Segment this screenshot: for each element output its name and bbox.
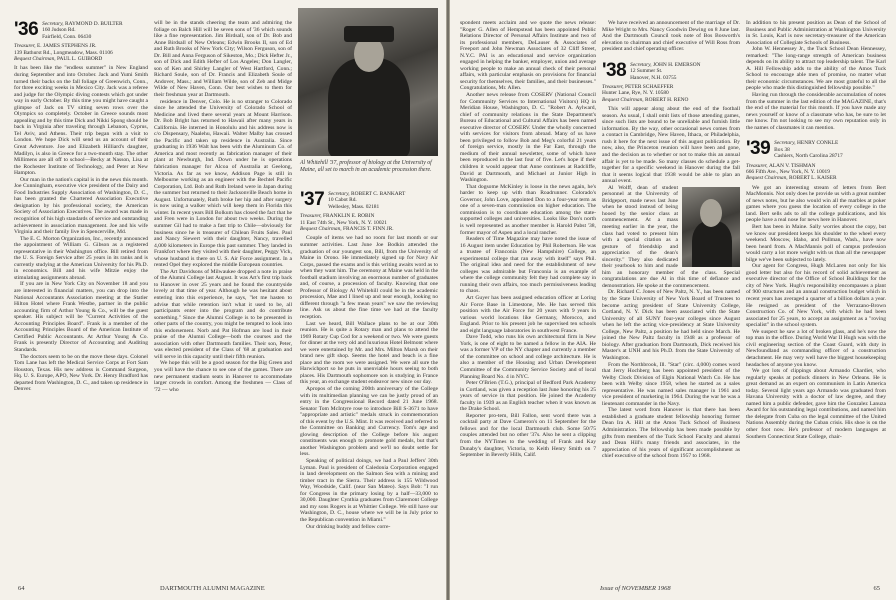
agent-label: Bequest Chairman, (300, 226, 342, 233)
address-line-1: Box 38 (774, 146, 790, 153)
class-year: '38 (602, 59, 627, 81)
paragraph: The Art Davidsons of Milwaukee dropped a note in praise of the Alumni College last August. It was Art's first trip back to Hanover in over 25 years and he found the countryside lovely at that time of year. Although he was hesitant about entering into this experience, he says, "let me hasten to advise that while retention isn't what it used to be, all participants enter into the program and do contribute something." Since the Alumni College is to be presented in other parts of the country, you might be tempted to look into this endorsement. Norb and Pat Hofman are loud in their praise of the Alumni College—both the courses and the association with other Dartmouth families. Their son, Peter, was elected president of the Class of '68 at graduation and will serve in this capacity until their fifth reunion. (154, 268, 292, 360)
paragraph: Last we heard, Bill Wallace plans to be at our 30th reunion. He is quite a Rotary man and plans to attend the 1969 Rotary Cup Cod for a weekend or two. We were guests for dinner at the very old and luxurious Hotel Belmont where we were entertained by Mr. and Mrs. Milton Marsh on their brand new gift shop. Seems the hotel and beach is a fine place and the room we were assigned. We were all sure the Harwichport so he puts in unenviable hours seeing to both places. His Dartmouth sophomore son is studying in France this year, an exchange student endeavor new since our day. (300, 320, 438, 386)
secretary-name: JOHN H. EMERSON (653, 61, 701, 68)
treasurer-label: Treasurer, (602, 83, 624, 90)
paragraph: residence in Denver, Colo. He is no stranger to Colorado since he attended the University of Colorado School of Medicine and lived there several years at Mount Harrison. Dr. Bob Bright has returned to Hawaii after many years in California. He interned in Honolulu and his address now is c/o Dispensary, Naalehu, Hawaii. Walter Malby has crossed the Pacific and taken up residence in Australia. Since graduating in 1936 Walt has been with the Aluminum Co. of America and most recently as fabrication manager of their plant at Newburgh, Ind. Down under he is operations fabrication manager for Alcoa of Australia at Geelong, Victoria. As far as we know, Addison Page is still in Melbourne working as an engineer with the Bechtel Pacific Corporation, Ltd. Bob and Ruth Ireland were in Japan during the summer but returned to their Jacksonville Beach home in August. Unfortunately, Ruth broke her hip and after surgery is now using a walker which will keep them in Florida this winter. In recent years Bill Bolkum has closed the fact that he and Fren were in London for about two weeks. During the summer Gil had to make a fast trip to Chile—obviously for business since he is treasurer of Chilean Fruits Sales. Paul and Nancy Siewert with their daughter, Nancy, travelled 4,000 kilometers in Europe this past summer. They landed in Frankfort where they visited with their daughter, Peggy Vick, whose husband is there on U. S. Air Force assignment. In a rented Opel they explored the middle European countries. (154, 98, 292, 269)
treasurer-name: FRANKLIN E. ROBIN (322, 213, 375, 220)
paragraph: Peter O'Brien (T.G.), principal of Bedford Park Academy in Cortland, was given a reception last June honoring his 25 years of service in that position. He joined the Academy faculty in 1939 as an English teacher when it was known as the Drake School. (460, 380, 596, 413)
paragraph: In addition to his present position as Dean of the School of Business and Public Administration at Washington University in St. Louis, Karl is now secretary-treasurer of the American Association of Collegiate Schools of Business. (746, 20, 886, 46)
paragraph: Our drinking buddy and fellow corre- (306, 523, 391, 530)
secretary-name: HENRY CONKLE (797, 140, 839, 147)
agent-name: ROBERT L. KAISER (788, 175, 837, 182)
address-line-2: Hanover, N.H. 03755 (630, 74, 677, 81)
address-line-2: Fairfield, Conn. 06430 (42, 33, 92, 40)
paragraph: Dr. Richard C. Jones of New Paltz, N. Y., has been named by the State University of New York Board of Trustees to become acting president of State University College, Cortland, N. Y. Dick has been associated with the State University of all SUNY four-year colleges since August when he left the acting vice-presidency at State University College, New Paltz, a position he had held since March. He joined the New Paltz faculty in 1948 as a professor of biology. After graduation from Dartmouth, Dick received his Master's at UNH and his Ph.D. from the State University of Washington. (602, 289, 740, 361)
class-38-officers (602, 84, 740, 103)
secretary-name: ROBERT C. BANKART (351, 191, 406, 197)
paragraph: Speaking of political doings, we had a Paul Jeffers' 30th Lyman. Paul is president of Caledonia Corporation engaged in land development on the Salmon Sea with a mining and timber tract in the Sierra. Their address is 155 Wildwood Way, Woodside, Calif. (near San Mateo). Says Bob: "I run for Congress in the primary losing by a half—33,000 to 30,000. Daughter Cynthia graduates from Claremont College and my sons Rogers is at Whittier College. We still have our Washington, D. C., house where we will be in July prior to the Republican convention in Miami." (300, 458, 438, 523)
class-39-officers (746, 163, 886, 182)
right-column-2 (602, 20, 740, 580)
treasurer-name: ALAN V. TISHMAN (768, 162, 816, 169)
paragraph: Readers of Time Magazine may have noted the issue of 16 August item under Education by Phil Robertson. He was a trustee of Franconia (New Hampshire) College, an experimental college that ran away with itself" says Phil. The original idea and need for the establishment of new colleges was admirable but Franconia is an example of where the college community felt they had complete say in running their own affairs, too much permissiveness leading to chaos. (460, 236, 596, 295)
paragraph: From the Northbrook, Ill. "Star" (circ. 4,000) comes word that Jerry Hochberg has been appointed president of the Welby Clock Division of Elgin National Watch Co. He has been with Welby since 1958, when he started as a sales representative. He was named sales manager in 1961 and vice president of marketing in 1964. During the war he was a lieutenant commander in the Navy. (602, 361, 740, 407)
right-page (450, 0, 896, 600)
treasurer-address: Hunter Lane, Rye, N. Y. 10580 (602, 90, 669, 97)
paragraph: We suspect he saw a lot of broken glass, and he's now the top man in the office. During World War II Hugh was with the civil engineering section of the Coast Guard, with duty in Newfoundland as commanding officer of a construction detachment. He may very well have the biggest housekeeping headaches of anyone you know. (746, 328, 886, 368)
treasurer-label: Treasurer, (746, 162, 768, 169)
address-line-2: Wellesley, Mass. 02181 (328, 203, 380, 210)
agent-label: Bequest Chairman, (602, 96, 644, 103)
treasurer-name: E. JAMES STEPHENS JR. (36, 43, 97, 50)
paragraph: We hope this will be a good season for the Big Green and you will have the chance to see one of the games. There are new permanent stadium seats in Hanover to accommodate larger crowds in comfort. Among the freshmen — Class of '72 — who (154, 360, 292, 393)
portrait-shoulders (692, 221, 732, 267)
paragraph: This will appear along about the end of the football season. As usual, I shall omit lists of those attending games, since such lists are bound to be unreliable and furnish little information. By the way, other occasional news comes from a contact in Cambridge, New Haven, Ithaca, or Philadelphia, rush it here for the next issue of this august publication. By now, also, the Princeton reunion will have been and gone, and the decision as to whether or not to make this an annual affair is yet to be made. So many classes do schedule a get-together for a specific weekend in Hanover during the fall that it seems logical that 1938 would be able to plan an annual event. (602, 106, 740, 185)
secretary-name: RAYMOND D. BUILTER (65, 21, 123, 27)
secretary-label: Secretary, (328, 191, 350, 197)
paragraph: The E. C. Morton Organization, Inc., recently announced the appointment of William G. Gibson as a registered representative in their Washington office. Bill retired from the U. S. Foreign Service after 25 years in its ranks and is currently studying at the American University for his Ph.D. in economics. Bill and his wife Mitzie enjoy the stimulating assignments abroad. (14, 235, 148, 281)
paragraph: Apropos of the coming 200th anniversary of the College with its multimedian planning we can be justly proud of an entry in the Congressional Record dated 21 June 1968. Senator Tom McIntyre rose to introduce Bill S-3671 to have "appropriate and artistic" medals struck in commemoration of this event by the U.S. Mint. It was received and referred to the Committee on Banking and Currency. Tom's age and glowing description of the College before his august constituents was enough to promote gold medals, but that's another Washington problem and we'll no doubt settle for less. (300, 386, 438, 458)
page-number-right: 65 (873, 585, 880, 592)
treasurer-address: 666 Fifth Ave., New York, N. Y. 10019 (746, 168, 830, 175)
treasurer-label: Treasurer, (14, 43, 36, 50)
paragraph: It has been like the "endless summer" in New England during September and into October. Jack and Yumi Smith turned their backs on the fall foliage of Greenwich, Conn., for three exciting weeks in Mexico City. Jack was a referee and judge for the Olympic diving contests which got under way in early October. By this time you might have caught a glimpse of Jack on TV sitting seven rows over the Olympics so completely. October in Greece sounds most appealing and by this time Dick and Nikki Spong should be back in Virginia after traveling through Lebanon, Cyprus, Tel Aviv, and Athens. Their trip began with a visit to London. We hope Dick will send us an account of their Great Adventure. Joe and Elizabeth Hilliard's daughter, Madilyn, is also in Greece for a two-month stay. The other Millimens are all off to school—Becky at Nasson, Lisa at the Rochester Institute of Technology, and Peter at New Hampton. (14, 65, 148, 177)
address-line-1: 12 Summer St. (630, 68, 663, 75)
secretary-label: Secretary, (42, 21, 64, 27)
agent-label: Bequest Chairman, (14, 56, 56, 63)
secretary-label: Secretary, (774, 140, 796, 147)
address-line-2: Cashiers, North Carolina 28717 (774, 153, 843, 160)
class-36-header (14, 20, 148, 40)
paragraph: Having run through the considerable accumulation of notes from the summer in the last edition of the MAGAZINE, that's the end of the material for this month. If you have made any news yourself or know of a classmate who has, be sure to let me know. I'm not looking to see my own reputation only in the names of classmates it can mention. (746, 92, 886, 131)
paragraph: Our agent for Congress, Hugh McLaren not only for his good letter but also for his record of solid achievement as executive director of the Office of School Buildings for the city of New York. Hugh's responsibility encompasses a plant of 900 structures and an annual construction budget which in recent years has averaged a quarter of a billion dollars a year. He resigned as president of the Verrazano-Brown Construction Co. of New York, with which he had been associated for 25 years, to accept an assignment as a "roving specialist" in the school system. (746, 263, 886, 329)
class-37-officers (300, 213, 438, 232)
paragraph: We got lots of clippings about Armando Chardiet, who regularly speaks at potluck dinners in New Orleans. He is great demand as an expert on communism in Latin America today. Several light years ago Armando was graduated from Havana University with a doctor of law degree, and they named him a public defender, gave him the Gonzalez Lanuza Award for his outstanding legal contributions, and named him the delegate from Cuba on the legal committee of the United Nations Assembly during the Cuban crisis. His shoe is on the other foot now. He's professor of modern languages at Southern Connecticut State College, chair- (746, 368, 886, 440)
photo-caption: Al Whitehill '37, professor of biology at the University of Maine, all set to march in an academic procession there. (300, 160, 432, 173)
class-year: '36 (14, 20, 39, 40)
class-year: '39 (746, 138, 771, 160)
left-page (0, 0, 446, 600)
wolff-portrait (682, 187, 740, 267)
agent-name: ROBERT H. RENO (644, 96, 689, 103)
treasurer-address: 11 East 74th St., New York, N. Y. 10021 (300, 219, 387, 226)
paragraph: Art Guyer has been assigned education officer at Loring Air Force Base in Limestone, Me. He has served this position with the Air Force for 20 years with 9 years in various world locations like Germany, Morocco, and England. Prior to his present job he supervised ten schools and eight language laboratories in southwest France. (460, 294, 596, 334)
paragraph: Our man in the nation's capital is in the news this month. Joe Cunningham, executive vice president of the Dairy and Food Industries Supply Association of Washington, D. C., has been granted the Chartered Association Executive designation by his professional society, the American Society of Association Executives. The award was made in recognition of his high standards of service and outstanding achievement in association management. Joe and his wife Virginia and their family live in Spencerville, Md. (14, 176, 148, 236)
paragraph: Al Wolff, dean of student personnel at the University of Bridgeport, made news last June when he stood instead of being hooed by the senior class at commencement. At a mass meeting earlier in the year, the class had voted to present him with a special citation as a gesture of friendship and appreciation of the dean's sincerity." They also dedicated their yearbook to him and made him an honorary member of the class. Special congratulations are due Al in this time of defiance and demonstration. He spoke at the commencement. (602, 184, 740, 289)
paragraph: will be in the stands cheering the team and admiring the foliage on Balch Hill will be seven sons of '36 which sounds like a fine representation. Jim Birdsall, son of Dr. Bob and Anne Birdsall of New Orleans; Edwin Brooks II, son of Ed and Ruth Brooks of New York City; Wilson Ferguson, son of Dr. Bill and Anna Ferguson of Sikeston, Mo.; Dick Hefter Jr., son of Dick and Edith Hefter of Los Angeles; Don Langler, son of Ken and Shirley Langler of West Hartford, Conn.; Richard Soule, son of Dr. Francis and Elizabeth Soule of Andover, Mass.; and William Wilde, son of Zeb and Midge Wilde of New Haven, Conn. Our best wishes to them for their freshman year at Dartmouth. (154, 20, 292, 99)
paragraph: If you are in New York City on November 18 and you are interested in financial matters, you can drop into the National Accountants Association meeting at the Statler Hilton Hotel where Frank Westbe, partner in the public accounting firm of Arthur Young & Co., will be the guest speaker. His subject will be "Current Activities of the Accounting Principles Board". Frank is a member of the Accounting Principles Board of the American Institute of Certified Public Accountants. At Arthur Young & Co. Frank is presently Director of Accounting and Auditing Standards. (14, 281, 148, 353)
paragraph: The latest word from Hanover is that there has been established a graduate student fellowship honoring former Dean Ira A. Hill at the Amos Tuck School of Business Administration. The fellowship has been made possible by gifts from members of the Tuck School Faculty and alumni and Dean Hill's many friends and associates, in the appreciation of his years of significant accomplishment as chief executive of the school from 1957 to 1968. (602, 407, 740, 460)
paragraph: The doctors seem to be on the move these days. Colonel Tom Lane has left the Medical Service Corps at Fort Sam Houston, Texas. His new address is Command Surgeon, Hq. U. S. Europe, APO, New York. Dr. Henry Bradford has departed from Washington, D. C., and taken up residence in Denver. (14, 353, 148, 393)
class-36-officers (14, 43, 148, 62)
portrait-face (700, 199, 722, 227)
class-year: '37 (300, 190, 325, 210)
mortarboard-cap (344, 26, 394, 42)
agent-label: Bequest Chairman, (746, 175, 788, 182)
paragraph: John W. Hennessey Jr., the Tuck School Dean Hennessey, remarked: "The long-range strength of American business depends on its ability to attract top leadership talent. The Karl A. Hill Fellowship adds to the ability of the Amos Tuck School to encourage able men of promise, no matter what their economic circumstances. We are most grateful to all the people who made this distinguished fellowship possible." (746, 46, 886, 92)
paragraph: spondent meets acclaim and we quote the news release: "Roger G. Allen of Hempstead has been appointed Public Relations Director of Personal Affairs Institute and two of its professional members, DeLauser & Associates of Freeport and John Newman Associates of 32 Cliff Street, N.Y.C. PAI is an educational and service organization engaged in helping the banker, employer, union and average working people to make an annual check of their personal affairs, with particular emphasis on provisions for financial security for themselves, their families, and their businesses." Congratulations, Mr. Allen. (460, 20, 596, 92)
agent-name: FRANCIS T. FINN JR. (342, 226, 394, 233)
paragraph: Bert has been in Maine. Sally worries about the copy, but we know our president keeps his shoulder to the wheel every weekend. Moscow, Idaho, and Pullman, Wash., have now been heard from. A MacMannis poll of campus profession would carry a lot more weight with us than all the newspaper bilge we've been subjected to lately. (746, 224, 886, 263)
address-line-1: 160 Judson Rd. (42, 27, 76, 34)
address-line-1: 10 Cabot Rd. (328, 197, 357, 204)
right-column-3 (746, 20, 886, 580)
page-number-left: 64 (18, 585, 25, 592)
paragraph: Dave Todd, who runs his own architectural firm in New York, is one of eight to be named a fellow in the AIA. He was a former VP of the NY chapter and currently a member of the committee on school and college architecture. He is also a member of the Housing and Urban Development Committee of the Community Service Society and of local Planning Board No. 4 in NYC. (460, 334, 596, 380)
treasurer-label: Treasurer, (300, 213, 322, 220)
right-column-1 (460, 20, 596, 580)
whitehill-photo (298, 8, 438, 156)
footer-magazine-title: DARTMOUTH ALUMNI MAGAZINE (160, 585, 265, 592)
paragraph: Reporter pro-tem, Bill Fallon, sent word there was a cocktail party at Dave Cameron's on 11 September for the fellows and for the local Dartmouth club. Some 50/75 couples attended but no other '37s. Also he sent a clipping from the NYTimes to the wedding of Frank and Kay Dunaby's daughter, Victoria, to Keith Henry Smith on 7 September in Beverly Hills, Calif. (460, 412, 596, 459)
left-column-3 (300, 190, 438, 580)
footer-issue-label: Issue of NOVEMBER 1968 (600, 585, 671, 592)
paragraph: We got an interesting stream of letters from Bert MacMonnis. Not only does he provide us with a great number of news notes, but he also would win all the marbles at poker games where you guess the location of every college in the land. Bert sells ads to all the college publications, and his people have a real nose for news here in Hanover. (746, 184, 886, 224)
robed-figure (328, 58, 410, 156)
secretary-label: Secretary, (630, 61, 652, 68)
paragraph: That dogsome McKinley is loose in the news again, he's harder to keep up with than Roadrunner. Colorado's Governor, John Love, appointed Don to a four-year term as one of a seven-man commission on higher education. The commission is to coordinate education among the state-supported colleges and universities. Looks like Don's north is well represented as another member is Harold Pabst '38, former mayor of Aspen and a local rancher. (460, 183, 596, 236)
paragraph: Couple of items we had no room for last month or our summer activities. Last June Joe Bodkin attended the graduation of our youngest son, Bill, from the University of Maine in Orono. He immediately signed up for Navy Air Corps, passed the exams and is this writing awaits word as to when they want him. The ceremony at Maine was held in the football stadium involving an enormous number of graduates and, of course, a procession of faculty. Knowing that one Professor of Biology Al Whitehill could be in the academic procession, Mae and I lined up and near enough, looking no different through "a few mean years" we saw the reviewing line. Ask us about the fine time we had at the faculty reception. (300, 235, 438, 320)
treasurer-name: PETER SCHAEFFER (624, 83, 674, 90)
class-38-header (602, 61, 740, 81)
agent-name: PAUL L. GUIBORD (56, 56, 103, 63)
paragraph: Another news release from COSERV (National Council for Community Services to International Visitors) HQ in Meridian House, Washington, D. C. "Robert A. Aylward, chief of community relations in the State Department's Bureau of Educational and Cultural Affairs has been named executive director of COSERV. Under the wholly concerned with services for visitors from abroad. Many of us have been privileged to follow Bob and Meg's colorful 21 years of foreign service, mostly in the Far East, through the medium of their annual newsletter, some of which have been reproduced in the last four of five. Let's hope if their children it would appear that Anne continues at Radcliffe, David at Dartmouth, and Michael at Junior High in Washington. (460, 92, 596, 184)
class-39-header (746, 139, 886, 159)
left-column-2 (154, 20, 292, 580)
left-column-1 (14, 20, 148, 580)
class-37-header (300, 190, 438, 210)
paragraph: We have received an announcement of the marriage of Dr. Mike Wright to Mrs. Nancy Goodwin Dewing on 8 June last. And the Dartmouth Council took note of Bos Bosworth's elevation to chairman and chief executive of Will Ross from president and chief operating officer. (602, 20, 740, 53)
treasurer-address: 139 Bathurst Rd., Longmeadow, Mass. 01106 (14, 49, 113, 56)
